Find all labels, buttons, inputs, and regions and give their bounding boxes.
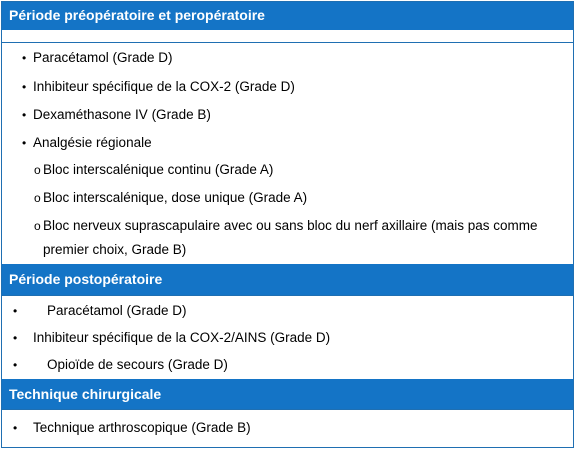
sub-list-item: Bloc nerveux suprascapulaire avec ou sans bloc du nerf axillaire (mais pas comme (43, 218, 538, 233)
bullet-icon: • (13, 358, 18, 372)
list-item: Technique arthroscopique (Grade B) (33, 420, 251, 435)
list-item: Opioïde de secours (Grade D) (47, 357, 228, 372)
section-body-surgical-technique (2, 410, 573, 447)
list-item: Analgésie régionale (33, 135, 152, 150)
section-body-postoperative (2, 296, 573, 378)
list-item: Inhibiteur spécifique de la COX-2/AINS (Grade D) (33, 330, 331, 345)
section-title: Période postopératoire (9, 271, 163, 287)
bullet-icon: • (13, 331, 18, 345)
sub-list-item: Bloc interscalénique, dose unique (Grade A) (43, 190, 308, 205)
sub-list-item: Bloc interscalénique continu (Grade A) (43, 162, 274, 177)
sub-bullet-icon: o (34, 219, 41, 233)
section-header-postoperative (2, 264, 573, 295)
list-item: Paracétamol (Grade D) (33, 50, 173, 65)
bullet-icon: • (22, 80, 27, 94)
bullet-icon: • (22, 108, 27, 122)
section-title: Période préopératoire et peropératoire (9, 7, 265, 23)
sub-bullet-icon: o (34, 191, 41, 205)
sub-list-item-continuation: premier choix, Grade B) (43, 242, 187, 257)
section-title: Technique chirurgicale (9, 386, 162, 402)
list-item: Paracétamol (Grade D) (47, 303, 187, 318)
section-header-preoperative (2, 2, 573, 30)
list-item: Inhibiteur spécifique de la COX-2 (Grade D) (33, 79, 295, 94)
section-body-preoperative (2, 43, 573, 262)
recommendations-table (1, 1, 574, 448)
bullet-icon: • (22, 51, 27, 65)
list-item: Dexaméthasone IV (Grade B) (33, 107, 211, 122)
section-header-surgical-technique (2, 379, 573, 409)
bullet-icon: • (13, 304, 18, 318)
sub-bullet-icon: o (34, 163, 41, 177)
bullet-icon: • (13, 421, 18, 435)
bullet-icon: • (22, 136, 27, 150)
